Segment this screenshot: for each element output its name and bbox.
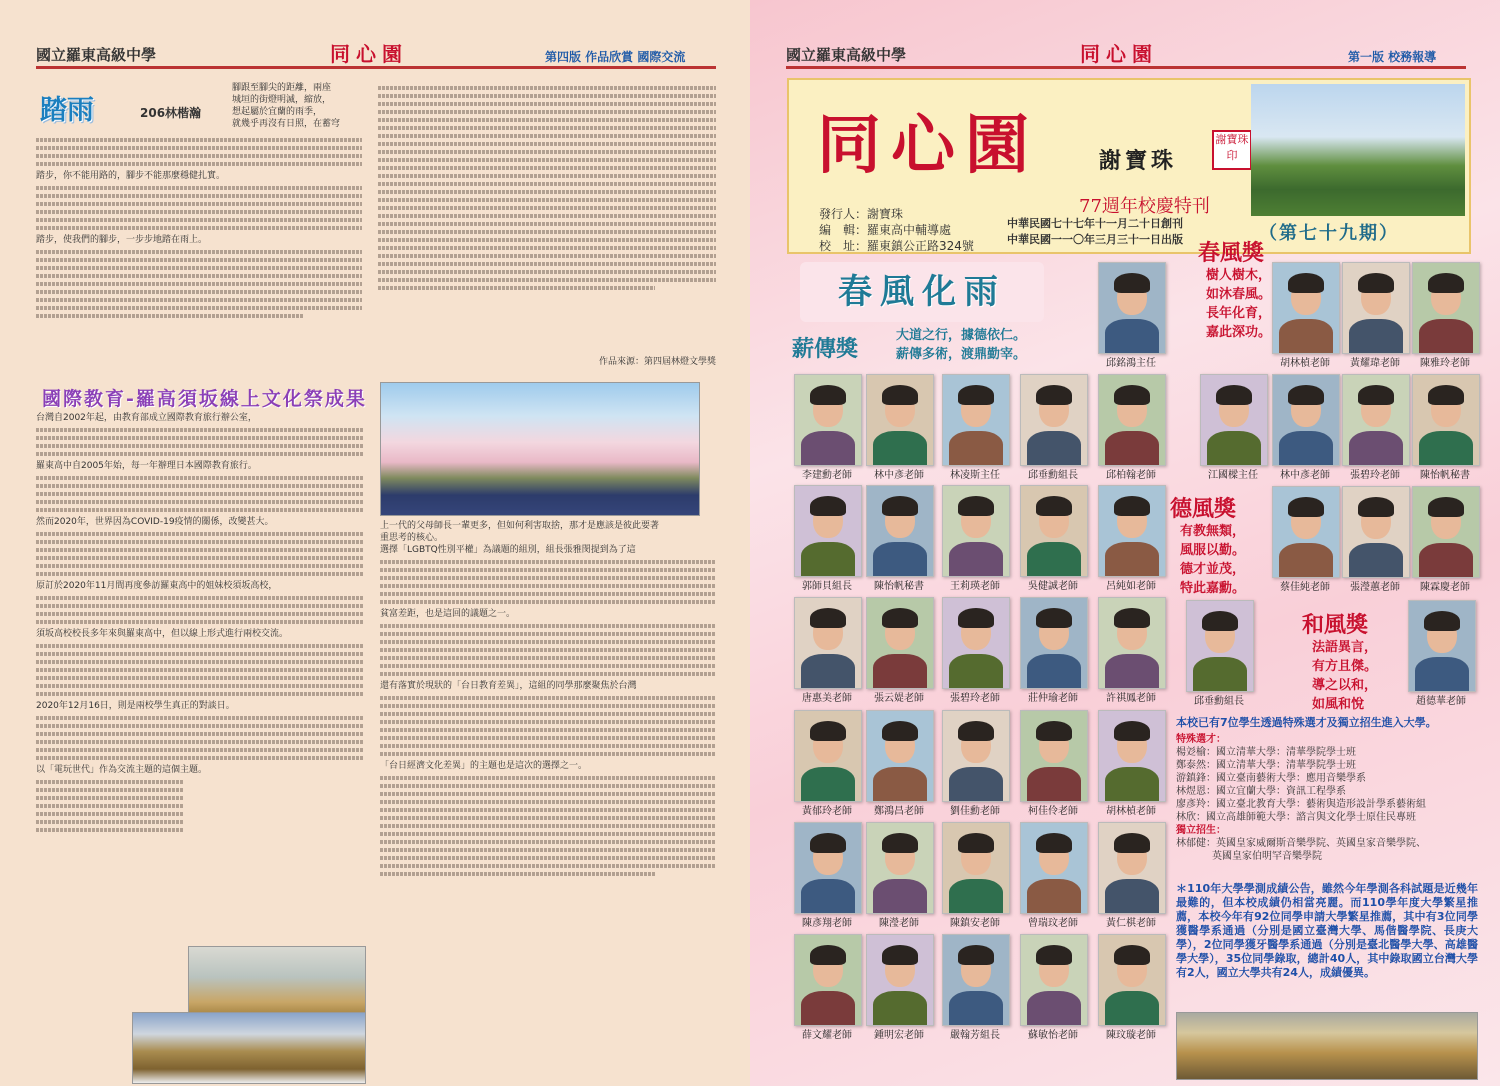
teacher-name: 陳瀅老師 xyxy=(879,918,919,929)
graduates-group-photo xyxy=(1176,1012,1478,1080)
motto-line: 如沐春風。 xyxy=(1206,287,1272,302)
teacher-portrait xyxy=(1020,597,1088,689)
portrait-body xyxy=(1105,542,1159,576)
teacher-name: 吳健誠老師 xyxy=(1028,581,1078,592)
independent-label: 獨立招生： xyxy=(1176,825,1226,836)
portrait-hair xyxy=(1358,497,1394,517)
portrait-hair xyxy=(810,833,846,853)
intl-line: 以「電玩世代」作為交流主題的這個主題。 xyxy=(36,765,208,775)
portrait-hair xyxy=(882,721,918,741)
motto-line: 長年化育， xyxy=(1206,306,1272,321)
portrait-hair xyxy=(1288,385,1324,405)
published-date: 中華民國一一〇年三月三十一日出版 xyxy=(1007,233,1183,246)
teacher-portrait xyxy=(1200,374,1268,466)
portrait-hair xyxy=(1216,385,1252,405)
rain-article-intro xyxy=(232,82,362,134)
portrait-hair xyxy=(1036,721,1072,741)
teacher-name: 鄭鴻昌老師 xyxy=(874,806,924,817)
portrait-hair xyxy=(958,833,994,853)
teacher-name: 劉佳勳老師 xyxy=(950,806,1000,817)
teacher-name: 許祺鳳老師 xyxy=(1106,693,1156,704)
portrait-hair xyxy=(882,608,918,628)
portrait-body xyxy=(1415,657,1469,691)
motto-line: 大道之行，據德依仁。 xyxy=(896,328,1027,343)
cherry-blossom-group-photo xyxy=(380,382,700,516)
portrait-hair xyxy=(958,385,994,405)
rain-line: 想起屬於宜蘭的雨季， xyxy=(232,107,323,117)
founded-date: 中華民國七十七年十一月二十日創刊 xyxy=(1007,217,1183,230)
teacher-name: 陳雅玲老師 xyxy=(1420,358,1470,369)
seal-stamp: 謝寶珠印 xyxy=(1212,130,1252,170)
teacher-portrait xyxy=(1020,710,1088,802)
admission-entry: 鄭泰然：國立清華大學：清華學院學士班 xyxy=(1176,760,1356,771)
admission-entry: 楊彣榆：國立清華大學：清華學院學士班 xyxy=(1176,747,1356,758)
teacher-portrait xyxy=(794,822,862,914)
teacher-name: 陳霖慶老師 xyxy=(1420,582,1470,593)
rain-article-col2 xyxy=(378,82,716,352)
rain-article-author: 206林楷瀚 xyxy=(140,106,202,120)
motto-line: 德才並茂， xyxy=(1180,562,1246,577)
portrait-hair xyxy=(1288,273,1324,293)
portrait-hair xyxy=(810,496,846,516)
teacher-name: 鍾明宏老師 xyxy=(874,1030,924,1041)
motto-chunfeng xyxy=(1206,266,1271,342)
school-name: 國立羅東高級中學 xyxy=(786,46,907,64)
portrait-body xyxy=(801,767,855,801)
portrait-hair xyxy=(1288,497,1324,517)
campus-tree-photo xyxy=(1251,84,1465,216)
intl-line: 還有落實於現狀的「台日教育差異」，這組的同學那麼聚焦於台灣 xyxy=(380,681,637,691)
teacher-portrait xyxy=(866,374,934,466)
editor: 編 輯：羅東高中輔導處 xyxy=(819,223,952,237)
portrait-hair xyxy=(958,945,994,965)
portrait-body xyxy=(949,767,1003,801)
portrait-body xyxy=(949,654,1003,688)
teacher-portrait xyxy=(794,710,862,802)
teacher-portrait xyxy=(1342,374,1410,466)
award-title-chunfeng: 春風獎 xyxy=(1198,240,1265,266)
teacher-name: 薛文耀老師 xyxy=(802,1030,852,1041)
teacher-name: 邱銘鴻主任 xyxy=(1106,358,1156,369)
teacher-name: 陳彥翔老師 xyxy=(802,918,852,929)
teacher-portrait xyxy=(942,934,1010,1026)
intl-line: 然而2020年，世界因為COVID-19疫情的關係，改變甚大。 xyxy=(36,517,274,527)
portrait-hair xyxy=(1114,385,1150,405)
portrait-body xyxy=(1027,991,1081,1025)
portrait-body xyxy=(873,991,927,1025)
teacher-name: 曾瑞玟老師 xyxy=(1028,918,1078,929)
teacher-portrait xyxy=(1020,485,1088,577)
portrait-hair xyxy=(882,833,918,853)
teacher-portrait xyxy=(1020,934,1088,1026)
teacher-portrait xyxy=(866,710,934,802)
portrait-body xyxy=(1105,319,1159,353)
teacher-portrait xyxy=(1272,374,1340,466)
teacher-name: 林中彥老師 xyxy=(1280,470,1330,481)
admission-entry: 游鎮鋒：國立臺南藝術大學：應用音樂學系 xyxy=(1176,773,1366,784)
right-header xyxy=(750,0,1500,66)
teacher-name: 邱垂勳組長 xyxy=(1028,470,1078,481)
teacher-portrait xyxy=(794,485,862,577)
section-label: 第四版 作品欣賞 國際交流 xyxy=(545,50,686,64)
portrait-hair xyxy=(882,945,918,965)
motto-line: 嘉此深功。 xyxy=(1206,325,1272,340)
teacher-portrait xyxy=(794,597,862,689)
portrait-hair xyxy=(1114,496,1150,516)
intl-line: 重思考的核心。 xyxy=(380,533,444,543)
portrait-hair xyxy=(1358,385,1394,405)
award-title-xinchuan: 薪傳獎 xyxy=(792,336,859,362)
portrait-body xyxy=(949,879,1003,913)
teacher-portrait xyxy=(1412,486,1480,578)
teacher-name: 林中彥老師 xyxy=(874,470,924,481)
portrait-body xyxy=(1027,431,1081,465)
portrait-body xyxy=(1279,543,1333,577)
award-title-defeng: 德風獎 xyxy=(1170,496,1237,522)
teacher-name: 趙德華老師 xyxy=(1416,696,1466,707)
publication-dates xyxy=(1007,216,1183,248)
portrait-hair xyxy=(882,385,918,405)
portrait-hair xyxy=(1114,608,1150,628)
teacher-portrait xyxy=(942,710,1010,802)
teacher-portrait xyxy=(1408,600,1476,692)
portrait-hair xyxy=(1114,721,1150,741)
admission-entry: 林郁健：英國皇家威爾斯音樂學院、英國皇家音樂學院、 xyxy=(1176,838,1426,849)
portrait-body xyxy=(1193,657,1247,691)
motto-line: 特此嘉勳。 xyxy=(1180,581,1246,596)
teacher-name: 張云媞老師 xyxy=(874,693,924,704)
portrait-body xyxy=(1105,991,1159,1025)
teacher-portrait xyxy=(1098,485,1166,577)
portrait-body xyxy=(1105,879,1159,913)
portrait-body xyxy=(1027,767,1081,801)
header-rule xyxy=(36,66,716,69)
portrait-body xyxy=(1027,542,1081,576)
portrait-body xyxy=(1279,319,1333,353)
motto-line: 法語異言， xyxy=(1312,640,1378,655)
teacher-name: 呂純如老師 xyxy=(1106,581,1156,592)
teacher-portrait xyxy=(1098,597,1166,689)
motto-defeng xyxy=(1180,522,1245,598)
masthead-banner xyxy=(787,78,1471,254)
portrait-hair xyxy=(882,496,918,516)
school-name: 國立羅東高級中學 xyxy=(36,46,157,64)
intl-line: 上一代的父母師長一輩更多，但如何利害取捨，那才是應該是彼此要著 xyxy=(380,521,660,531)
portrait-body xyxy=(873,431,927,465)
teacher-name: 張瀅蕙老師 xyxy=(1350,582,1400,593)
portrait-hair xyxy=(958,496,994,516)
special-label: 特殊選才： xyxy=(1176,734,1226,745)
teacher-name: 黃耀瑋老師 xyxy=(1350,358,1400,369)
award-title-hefeng: 和風獎 xyxy=(1302,612,1369,638)
portrait-body xyxy=(1349,319,1403,353)
teacher-portrait xyxy=(1342,262,1410,354)
teacher-name: 邱柏翰老師 xyxy=(1106,470,1156,481)
admission-entry: 林欣：國立高雄師範大學：諮言與文化學士原住民專班 xyxy=(1176,812,1416,823)
portrait-body xyxy=(801,542,855,576)
rain-article-title: 踏雨 xyxy=(40,95,94,126)
brand-title: 同心園 xyxy=(1080,42,1158,66)
intl-line: 2020年12月16日，則是兩校學生真正的對談日。 xyxy=(36,701,235,711)
publisher-signature: 謝寶珠 xyxy=(1099,148,1178,174)
portrait-hair xyxy=(1424,611,1460,631)
portrait-body xyxy=(1105,654,1159,688)
teacher-name: 唐惠美老師 xyxy=(802,693,852,704)
students-group-photo xyxy=(132,1012,366,1084)
portrait-hair xyxy=(810,608,846,628)
teacher-portrait xyxy=(866,934,934,1026)
motto-line: 有方且傑。 xyxy=(1312,659,1378,674)
portrait-body xyxy=(801,654,855,688)
portrait-hair xyxy=(1036,833,1072,853)
teacher-name: 陳怡帆秘書 xyxy=(1420,470,1470,481)
teacher-portrait xyxy=(1412,262,1480,354)
teacher-portrait xyxy=(1098,822,1166,914)
portrait-body xyxy=(873,542,927,576)
motto-hefeng xyxy=(1312,638,1377,714)
portrait-body xyxy=(949,431,1003,465)
left-header xyxy=(0,0,750,66)
motto-line: 樹人樹木， xyxy=(1206,268,1272,283)
teacher-portrait xyxy=(1272,486,1340,578)
teacher-name: 黃郁玲老師 xyxy=(802,806,852,817)
portrait-hair xyxy=(1428,273,1464,293)
teacher-name: 胡林楨老師 xyxy=(1106,806,1156,817)
portrait-body xyxy=(801,991,855,1025)
section-label: 第一版 校務報導 xyxy=(1348,50,1437,64)
teacher-name: 莊仲瑜老師 xyxy=(1028,693,1078,704)
admission-entry: 廖彥羚：國立臺北教育大學：藝術與造形設計學系藝術組 xyxy=(1176,799,1426,810)
intl-line: 台灣自2002年起，由教育部成立國際教育旅行辦公室， xyxy=(36,413,257,423)
intl-article-col2 xyxy=(380,520,716,1080)
rain-source: 作品來源：第四屆林燈文學獎 xyxy=(598,357,716,367)
publisher: 發行人：謝寶珠 xyxy=(819,207,904,221)
intl-article-title: 國際教育-羅高須坂線上文化祭成果 xyxy=(42,388,367,410)
teacher-name: 蔡佳純老師 xyxy=(1280,582,1330,593)
teacher-name: 柯佳伶老師 xyxy=(1028,806,1078,817)
portrait-hair xyxy=(1036,385,1072,405)
intl-line: 須坂高校校長多年來與羅東高中，但以線上形式進行兩校交流。 xyxy=(36,629,289,639)
portrait-body xyxy=(1207,431,1261,465)
teacher-portrait xyxy=(1272,262,1340,354)
teacher-name: 邱垂勳組長 xyxy=(1194,696,1244,707)
teacher-portrait xyxy=(942,597,1010,689)
teacher-name: 王莉瑛老師 xyxy=(950,581,1000,592)
teacher-portrait xyxy=(1186,600,1254,692)
teacher-name: 郭師貝組長 xyxy=(802,581,852,592)
motto-line: 導之以和， xyxy=(1312,678,1378,693)
anniversary-label: 77週年校慶特刊 xyxy=(1079,196,1210,217)
teacher-name: 陳玟璇老師 xyxy=(1106,1030,1156,1041)
teacher-name: 江國樑主任 xyxy=(1208,470,1258,481)
portrait-body xyxy=(1419,319,1473,353)
portrait-body xyxy=(1419,431,1473,465)
portrait-hair xyxy=(1358,273,1394,293)
rain-paragraph: 踏步，使我們的腳步，一步步地踏在雨上。 xyxy=(36,235,208,245)
portrait-body xyxy=(1105,767,1159,801)
exam-results: ＊110年大學學測成績公告，雖然今年學測各科試題是近幾年最難的，但本校成績仍相當亮麗。而110學年度大學繁星推薦，本校今年有92位同學申請大學繁星推薦，其中有3位同學獲醫學系通過（分別是國立臺灣大學、馬偕醫學院、長庚大學），2位同學獲牙醫學系通過（分別是臺北醫學大學、高雄醫學大學），35位同學錄取，總計40人，其中錄取國立台灣大學有2人，國立大學共有24人，成績優異。 xyxy=(1176,882,1478,979)
teacher-portrait xyxy=(794,374,862,466)
portrait-hair xyxy=(1428,497,1464,517)
teacher-portrait xyxy=(1342,486,1410,578)
admission-entry: 林煜恩：國立宜蘭大學：資訊工程學系 xyxy=(1176,786,1346,797)
admission-entry: 英國皇家伯明罕音樂學院 xyxy=(1212,851,1322,862)
teacher-portrait xyxy=(866,597,934,689)
header-rule xyxy=(786,66,1466,69)
portrait-body xyxy=(801,431,855,465)
motto-line: 薪傳多術，渡鼎勤宰。 xyxy=(896,347,1027,362)
special-admissions-list xyxy=(1176,733,1476,863)
motto-line: 如風和悅 xyxy=(1312,697,1365,712)
motto-line: 有教無類， xyxy=(1180,524,1246,539)
portrait-body xyxy=(949,991,1003,1025)
teacher-portrait xyxy=(1020,822,1088,914)
teacher-portrait xyxy=(1098,934,1166,1026)
portrait-hair xyxy=(1114,833,1150,853)
teacher-portrait xyxy=(1020,374,1088,466)
portrait-body xyxy=(949,542,1003,576)
teacher-name: 李建勳老師 xyxy=(802,470,852,481)
teacher-name: 陳怡帆秘書 xyxy=(874,581,924,592)
teacher-name: 黃仁棋老師 xyxy=(1106,918,1156,929)
rain-line: 就幾乎再沒有日照，在蓄穹 xyxy=(232,119,341,129)
teacher-portrait xyxy=(942,485,1010,577)
motto-xinchuan xyxy=(896,326,1026,364)
teacher-name: 張碧玲老師 xyxy=(950,693,1000,704)
section-title: 春風化雨 xyxy=(800,262,1044,322)
portrait-body xyxy=(1349,431,1403,465)
admissions-notice: 本校已有7位學生透過特殊選才及獨立招生進入大學。 xyxy=(1176,716,1437,729)
portrait-body xyxy=(873,767,927,801)
portrait-hair xyxy=(958,608,994,628)
portrait-body xyxy=(1279,431,1333,465)
portrait-body xyxy=(1027,879,1081,913)
teacher-portrait xyxy=(942,374,1010,466)
portrait-hair xyxy=(1202,611,1238,631)
brand-title: 同心園 xyxy=(330,42,408,66)
teacher-portrait xyxy=(1098,262,1166,354)
rain-line: 腳跟至腳尖的距離，兩座 xyxy=(232,83,332,93)
rain-line: 城垣的街燈明滅，縮放， xyxy=(232,95,332,105)
masthead-info xyxy=(819,206,974,254)
intl-line: 羅東高中自2005年始，每一年辦理日本國際教育旅行。 xyxy=(36,461,257,471)
teacher-name: 蘇敏怡老師 xyxy=(1028,1030,1078,1041)
portrait-hair xyxy=(1036,945,1072,965)
portrait-hair xyxy=(958,721,994,741)
teacher-portrait xyxy=(1098,374,1166,466)
teacher-portrait xyxy=(794,934,862,1026)
portrait-body xyxy=(801,879,855,913)
portrait-body xyxy=(1349,543,1403,577)
teacher-name: 陳鎮安老師 xyxy=(950,918,1000,929)
rain-paragraph: 踏步，你不能用路的，腳步不能那麼穩健扎實。 xyxy=(36,171,226,181)
teacher-portrait xyxy=(1098,710,1166,802)
portrait-hair xyxy=(1114,945,1150,965)
teacher-name: 張碧玲老師 xyxy=(1350,470,1400,481)
teacher-portrait xyxy=(1412,374,1480,466)
portrait-body xyxy=(873,654,927,688)
portrait-body xyxy=(1027,654,1081,688)
portrait-hair xyxy=(1036,496,1072,516)
portrait-hair xyxy=(810,385,846,405)
masthead-title: 同心園 xyxy=(817,108,1039,183)
intl-line: 貧富差距，也是這回的議題之一。 xyxy=(380,609,516,619)
portrait-body xyxy=(873,879,927,913)
address: 校 址：羅東鎮公正路324號 xyxy=(819,239,974,253)
portrait-hair xyxy=(810,721,846,741)
portrait-hair xyxy=(810,945,846,965)
intl-line: 「台日經濟文化差異」的主題也是這次的選擇之一。 xyxy=(380,761,588,771)
rain-article-body xyxy=(36,134,362,370)
portrait-hair xyxy=(1428,385,1464,405)
teacher-name: 嚴翰芳組長 xyxy=(950,1030,1000,1041)
teacher-name: 林凌斯主任 xyxy=(950,470,1000,481)
intl-line: 原訂於2020年11月間再度參訪羅東高中的姐妹校須坂高校， xyxy=(36,581,278,591)
teacher-portrait xyxy=(866,485,934,577)
teacher-name: 胡林楨老師 xyxy=(1280,358,1330,369)
teacher-portrait xyxy=(942,822,1010,914)
motto-line: 風服以勤。 xyxy=(1180,543,1246,558)
issue-number: （第七十九期） xyxy=(1259,223,1399,244)
teacher-portrait xyxy=(866,822,934,914)
portrait-body xyxy=(1105,431,1159,465)
portrait-body xyxy=(1419,543,1473,577)
portrait-hair xyxy=(1114,273,1150,293)
portrait-hair xyxy=(1036,608,1072,628)
intl-line: 選擇「LGBTQ性別平權」為議題的組別，組長張雅閔提到為了這 xyxy=(380,545,636,555)
